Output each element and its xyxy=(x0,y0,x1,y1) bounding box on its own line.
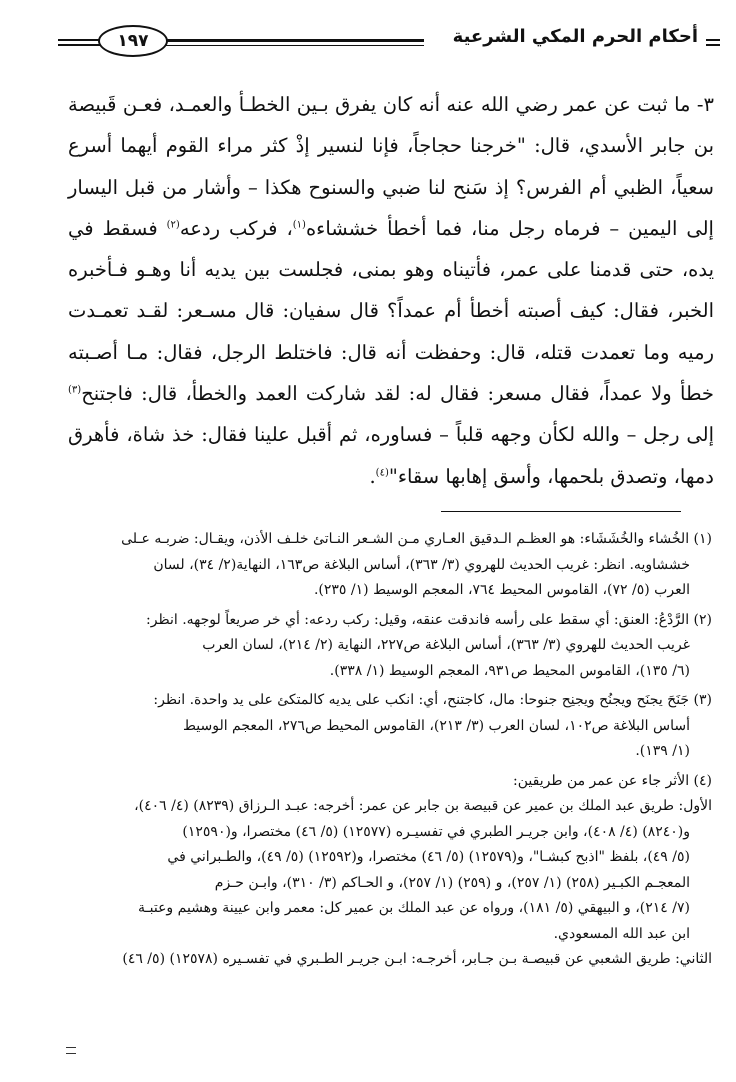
footnote-ref-3[interactable]: (٣) xyxy=(68,384,82,396)
footnote-line: (١/ ١٣٩). xyxy=(635,743,690,759)
text-line: قَبيصة بن جابر الأسدي، قال: "خرجنا حجاجاً، فإنا لنسير إذْ كثر مراء القوم أيهما xyxy=(68,93,714,158)
continuation-mark xyxy=(66,1047,76,1054)
footnote-line: الثاني: طريق الشعبي عن قبيصـة بـن جـابر، أخرجـه: ابـن جريـر الطـبري في تفسـيره (١٢٥٧٨) (٥/ ٤٦) xyxy=(122,951,712,967)
header-rule-left xyxy=(58,39,100,46)
footnote-line: أساس البلاغة ص١٠٢، لسان العرب (٣/ ٢١٣)، القاموس المحيط ص٢٧٦، المعجم الوسيط xyxy=(182,717,690,734)
text-fragment: ، فركب ردعه xyxy=(179,216,293,240)
text-line: الخبر، فقال: كيف أصبته أخطأ أم عمداً؟ قال سفيان: قال مسـعر: لقـد تعمـدت xyxy=(68,299,714,323)
footnote-separator xyxy=(441,511,681,512)
footnote-line: (٤) الأثر جاء عن عمر من طريقين: xyxy=(513,772,712,789)
text-fragment: . xyxy=(369,464,376,488)
footnote-line: (٦/ ١٣٥)، القاموس المحيط ص٩٣١، المعجم الوسيط (١/ ٣٣٨). xyxy=(329,662,690,679)
text-line: يده، حتى قدمنا على عمر، فأتيناه وهو بمنى، فجلست بين يديه أنا وهـو فـأخبره xyxy=(68,258,714,282)
footnote-3 xyxy=(62,688,712,765)
footnote-line: (٥/ ٤٩)، بلفظ "اذبح كبشـا"، و(١٢٥٧٩) (٥/ ٤٦) مختصرا، و(١٢٥٩٢) (٥/ ٤٩)، والطـبراني في xyxy=(167,849,690,865)
footnote-line: العرب (٥/ ٧٢)، القاموس المحيط ٧٦٤، المعجم الوسيط (١/ ٢٣٥). xyxy=(313,582,690,598)
header-rule-middle xyxy=(166,39,424,46)
footnote-line: ابن عبد الله المسعودي. xyxy=(553,925,690,942)
footnote-line: المعجـم الكبـير (٢٥٨) (١/ ٢٥٧)، و (٢٥٩) (١/ ٢٥٧)، و الحـاكم (٣/ ٣١٠)، وابـن حـزم xyxy=(214,874,690,891)
text-line: رميه وما تعمدت قتله، قال: وحفظت أنه قال: فاختلط الرجل، فقال: مـا أصـبته xyxy=(68,340,714,364)
footnote-line: و(٨٢٤٠) (٤/ ٤٠٨)، وابن جريـر الطبري في تفسيـره (١٢٥٧٧) (٥/ ٤٦) مختصرا، و(١٢٥٩٠) xyxy=(182,823,690,840)
text-line: أسرع سعياً، الظبي أم الفرس؟ إذ سَنح لنا ضبي والسنوح هكذا – وأشار من قبل xyxy=(68,134,714,199)
footnote-line: (٢) الرَّدْعُ: العنق: أي سقط على رأسه فاندقت عنقه، وقيل: ركب ردعه: أي خر صريعاً لوجهه. انظر: xyxy=(146,611,712,628)
footnote-ref-1[interactable]: (١) xyxy=(292,219,306,231)
page-number-badge xyxy=(98,25,168,57)
footnote-line: الأول: طريق عبد الملك بن عمير عن قبيصة بن جابر عن عمر: أخرجه: عبـد الـرزاق (٨٢٣٩) (٤/ ٤٠٦)، xyxy=(134,798,712,814)
footnote-ref-2[interactable]: (٢) xyxy=(166,219,180,231)
text-line: خطأ ولا عمداً، فقال مسعر: فقال له: لقد شاركت العمد والخطأ، قال: فاجتنح xyxy=(81,382,714,406)
footnote-line: (١) الخُشاء والخُشَشَاء: هو العظـم الـدقيق العـاري مـن الشـعر النـاتئ خلـف الأذن، ويقـال: ضربـه عـلى xyxy=(121,531,712,547)
text-line: ٣- ما ثبت عن عمر رضي الله عنه أنه كان يفرق بـين الخطـأ والعمـد، فعـن xyxy=(122,93,714,116)
main-text xyxy=(68,84,714,497)
footnotes xyxy=(62,527,712,977)
header-rule-right xyxy=(706,39,720,46)
footnote-line: خششاويه. انظر: غريب الحديث للهروي (٣/ ٣٦٣)، أساس البلاغة ص١٦٣، النهاية(٢/ ٣٤)، لسان xyxy=(153,556,690,573)
footnote-line: (٣) جَنَحَ يجنَح ويجنُح ويجنِح جنوحا: مال، كاجتنح، أي: انكب على يديه كالمتكئ على يد واحدة. انظر: xyxy=(153,692,712,708)
running-title: أحكام الحرم المكي الشرعية xyxy=(452,26,698,47)
text-line: اليسار إلى اليمين – فرماه رجل منا، فما أخطأ خششاءه xyxy=(68,175,714,240)
text-line: دمها، وتصدق بلحمها، وأسق إهابها سقاء" xyxy=(388,464,714,488)
page-number: ١٩٧ xyxy=(117,31,149,51)
footnote-4 xyxy=(62,769,712,973)
text-fragment: فسقط في xyxy=(68,216,167,240)
text-line: إلى رجل – والله لكأن وجهه قلباً – فساوره، ثم أقبل علينا فقال: خذ شاة، فأهرق xyxy=(68,423,714,447)
footnote-line: (٧/ ٢١٤)، و البيهقي (٥/ ١٨١)، ورواه عن عبد الملك بن عمير كل: معمر وابن عيينة وهشيم وعتبـة xyxy=(138,900,690,916)
footnote-line: غريب الحديث للهروي (٣/ ٣٦٣)، أساس البلاغة ص٢٢٧، النهاية (٢/ ٢١٤)، لسان العرب xyxy=(202,637,690,653)
footnote-2 xyxy=(62,608,712,685)
main-paragraph xyxy=(68,84,714,497)
footnote-1 xyxy=(62,527,712,604)
page-header xyxy=(40,20,720,60)
footnote-ref-4[interactable]: (٤) xyxy=(375,467,389,479)
